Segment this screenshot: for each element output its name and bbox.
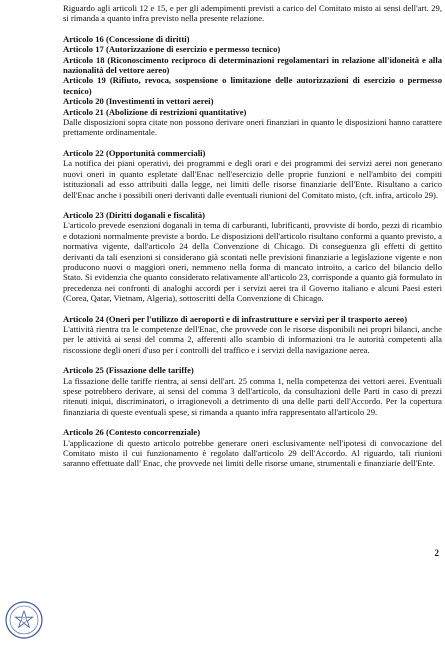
- article-18-heading: Articolo 18 (Riconoscimento reciproco di determinazioni regolamentari in relazione all'idoneità e alla nazionalità del vettore aereo): [63, 54, 442, 76]
- section-heading: Articolo 24 (Oneri per l'utilizzo di aeroporti e di infrastrutture e servizi per il trasporto aereo): [63, 313, 408, 324]
- section-body: La notifica dei piani operativi, dei programmi e degli orari e dei programmi dei servizi aerei non generano nuovi oneri in quanto espletate dall'Enac nell'esercizio delle proprie funzioni e nell'ambito dei compiti istituzionali ad esso attribuiti dalla legge, nei limiti delle risorse finanziarie dell'Ente. Risultano a carico dell'Enac anche i possibili oneri derivanti dalle eventuali riunioni del Comitato misto, (cft. infra, articolo 29).: [63, 158, 442, 200]
- section-body: L'attività rientra tra le competenze dell'Enac, che provvede con le risorse disponibili nei propri bilanci, anche per le attività ai sensi del comma 2, afferenti allo scambio di informazioni tra le autorità competenti alla riscossione degli oneri d'uso per i controlli del traffico e i servizi della navigazione aerea.: [63, 323, 442, 355]
- section-article-26: [63, 427, 442, 469]
- section-body: L'articolo prevede esenzioni doganali in tema di carburanti, lubrificanti, provviste di bordo, pezzi di ricambio e dotazioni normalmente previste a bordo. Le disposizioni dell'articolo risultano conformi a quanto previsto, a normativa vigente, dall'articolo 24 della Convenzione di Chicago. Di conseguenza gli effetti di gettito derivanti da tali esenzioni si considerano già scontati nelle previsioni finanziarie a legislazione vigente e non producono nuovi o maggiori oneri, nemmeno nella forma di mancato introito, a carico del bilancio dello Stato. Si evidenzia che quanto considerato relativamente all'articolo 23, corrisponde a quanto già formulato in precedenza nei confronti di analoghi accordi per i servizi aerei tra il Governo italiano e alcuni Paesi esteri (Corea, Qatar, Vietnam, Algeria), sottoscritti della Convenzione di Chicago.: [63, 220, 442, 304]
- document-page: [63, 3, 442, 469]
- section-article-23: [63, 210, 442, 304]
- page-number: 2: [434, 548, 439, 558]
- section-article-24: [63, 314, 442, 356]
- article-16-heading: Articolo 16 (Concessione di diritti): [63, 33, 190, 44]
- section-heading: Articolo 22 (Opportunità commerciali): [63, 147, 206, 158]
- intro-paragraph: Riguardo agli articoli 12 e 15, e per gli adempimenti previsti a carico del Comitato misto ai sensi dell'art. 29, si rimanda a quanto infra previsto nella presente relazione.: [63, 3, 442, 24]
- section-body: La fissazione delle tariffe rientra, ai sensi dell'art. 25 comma 1, nella competenza dei vettori aerei. Eventuali spese potrebbero derivare, ai sensi del comma 3 dell'articolo, da consultazioni delle Parti in caso di prezzi ritenuti iniqui, discriminatori, o irragionevoli a detrimento di una delle parti dell'Accordo. Per la copertura finanziaria di queste eventuali spese, si rimanda a quanto infra rappresentato all'articolo 29.: [63, 375, 442, 417]
- article-20-heading: Articolo 20 (Investimenti in vettori aerei): [63, 96, 214, 107]
- article-list: [63, 34, 442, 117]
- section-article-22: [63, 148, 442, 200]
- article-17-heading: Articolo 17 (Autorizzazione di esercizio e permesso tecnico): [63, 44, 281, 55]
- section-body: L'applicazione di questo articolo potrebbe generare oneri esclusivamente nell'ipotesi di convocazione del Comitato misto il cui funzionamento è regolato dall'articolo 29 dell'Accordo. Al riguardo, tali riunioni saranno effettuate dall' Enac, che provvede nei limiti delle risorse umane, strumentali e finanziarie dell'Ente.: [63, 437, 442, 469]
- section-heading: Articolo 25 (Fissazione delle tariffe): [63, 365, 194, 376]
- article-list-note: Dalle disposizioni sopra citate non possono derivare oneri finanziari in quanto le disposizioni hanno carattere prettamente ordinamentale.: [63, 117, 442, 138]
- section-article-25: [63, 365, 442, 417]
- article-21-heading: Articolo 21 (Abolizione di restrizioni quantitative): [63, 106, 247, 117]
- section-heading: Articolo 23 (Diritti doganali e fiscalità): [63, 209, 206, 220]
- italian-republic-emblem-icon: [4, 600, 44, 640]
- article-19-heading: Articolo 19 (Rifiuto, revoca, sospensione o limitazione delle autorizzazioni di esercizio o permesso tecnico): [63, 75, 442, 96]
- section-heading: Articolo 26 (Contesto concorrenziale): [63, 427, 201, 438]
